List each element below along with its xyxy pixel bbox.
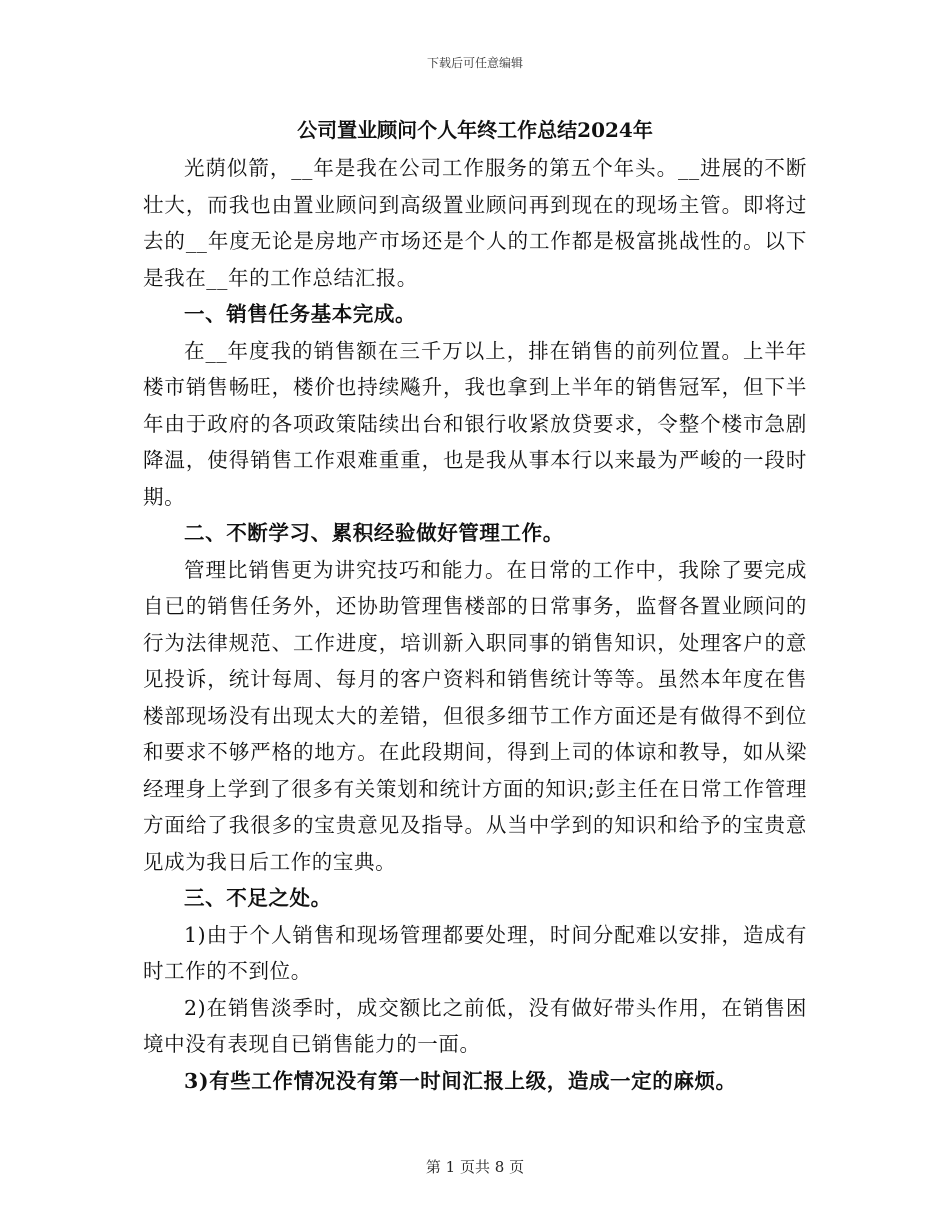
list-item: 3)有些工作情况没有第一时间汇报上级，造成一定的麻烦。: [184, 1068, 737, 1093]
section-3-heading: 三、不足之处。: [184, 886, 332, 910]
document-title: 公司置业顾问个人年终工作总结2024年: [297, 118, 653, 142]
header-note: 下载后可任意编辑: [426, 56, 523, 70]
section-1-paragraph: 在__年度我的销售额在三千万以上，排在销售的前列位置。上半年楼市销售畅旺，楼价也持续飚升，我也拿到上半年的销售冠军，但下半年由于政府的各项政策陆续出台和银行收紧放贷要求，令整个楼市急剧降温，使得销售工作艰难重重，也是我从事本行以来最为严峻的一段时期。: [143, 338, 807, 509]
list-item: 1)由于个人销售和现场管理都要处理，时间分配难以安排，造成有时工作的不到位。: [143, 922, 807, 983]
section-2-paragraph: 管理比销售更为讲究技巧和能力。在日常的工作中，我除了要完成自已的销售任务外，还协助管理售楼部的日常事务，监督各置业顾问的行为法律规范、工作进度，培训新入职同事的销售知识，处理客户的意见投诉，统计每周、每月的客户资料和销售统计等等。虽然本年度在售楼部现场没有出现太大的差错，但很多细节工作方面还是有做得不到位和要求不够严格的地方。在此段期间，得到上司的体谅和教导，如从梁经理身上学到了很多有关策划和统计方面的知识;彭主任在日常工作管理方面给了我很多的宝贵意见及指导。从当中学到的知识和给予的宝贵意见成为我日后工作的宝典。: [143, 557, 807, 874]
section-2-heading: 二、不断学习、累积经验做好管理工作。: [184, 521, 564, 545]
document-body: [143, 112, 807, 1099]
section-1-heading: 一、销售任务基本完成。: [184, 302, 417, 326]
page-number: 第 1 页共 8 页: [425, 1158, 525, 1176]
list-item: 2)在销售淡季时，成交额比之前低，没有做好带头作用，在销售困境中没有表现自已销售能力的一面。: [143, 995, 807, 1056]
intro-paragraph: 光荫似箭，__年是我在公司工作服务的第五个年头。__进展的不断壮大，而我也由置业顾问到高级置业顾问再到现在的现场主管。即将过去的__年度无论是房地产市场还是个人的工作都是极富挑战性的。以下是我在__年的工作总结汇报。: [143, 156, 807, 290]
